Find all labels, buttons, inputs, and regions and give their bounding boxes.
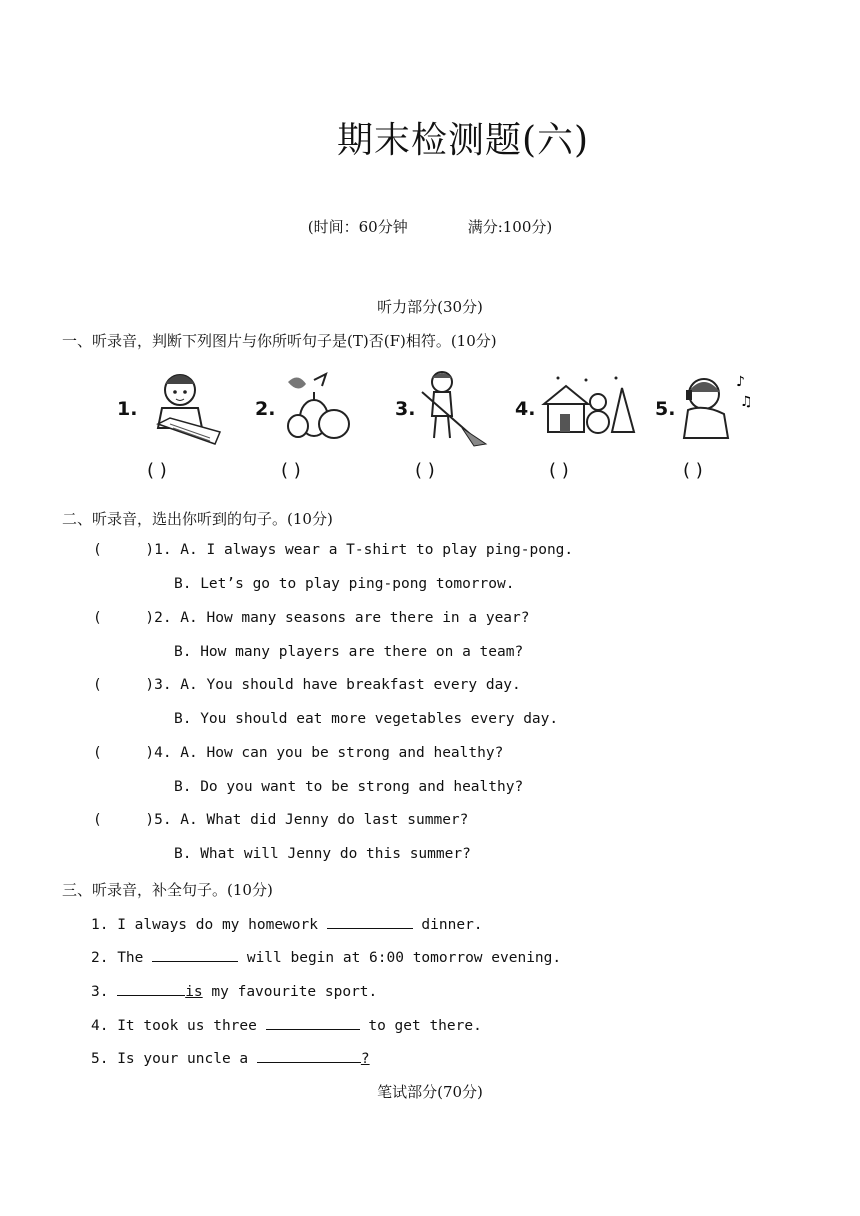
choice-question: ( )1. A. I always wear a T-shirt to play ping-pong. xyxy=(93,542,574,558)
choice-option-b: B. What will Jenny do this summer? xyxy=(174,846,471,862)
choice-question: ( )5. A. What did Jenny do last summer? xyxy=(93,812,469,828)
fill-sentence: 3. is my favourite sport. xyxy=(91,981,377,1000)
section-1-heading: 一、听录音，判断下列图片与你所听句子是(T)否(F)相符。(10分) xyxy=(62,332,497,350)
picture-number: 1. xyxy=(117,398,138,420)
fill-sentence: 4. It took us three to get there. xyxy=(91,1015,482,1034)
section-3-heading: 三、听录音，补全句子。(10分) xyxy=(62,881,273,899)
boy-writing-icon xyxy=(140,368,225,450)
picture-number: 2. xyxy=(255,398,276,420)
answer-paren: ( ) xyxy=(683,460,703,481)
choice-question: ( )3. A. You should have breakfast every day. xyxy=(93,677,521,693)
answer-paren: ( ) xyxy=(281,460,301,481)
answer-blank[interactable] xyxy=(266,1015,360,1030)
fill-sentence: 2. The will begin at 6:00 tomorrow evening. xyxy=(91,947,561,966)
page-title: 期末检测题(六) xyxy=(336,120,590,161)
full-score: 满分:100分) xyxy=(467,218,553,236)
listening-header: 听力部分(30分) xyxy=(377,298,483,316)
answer-blank[interactable] xyxy=(327,914,413,929)
svg-text:♪: ♪ xyxy=(736,374,745,390)
answer-blank[interactable] xyxy=(152,947,238,962)
picture-number: 5. xyxy=(655,398,676,420)
fill-sentence: 5. Is your uncle a ? xyxy=(91,1048,370,1067)
choice-option-b: B. Let’s go to play ping-pong tomorrow. xyxy=(174,576,515,592)
time-limit: (时间：60分钟 xyxy=(307,218,408,236)
choice-question: ( )4. A. How can you be strong and healthy? xyxy=(93,745,504,761)
choice-option-b: B. How many players are there on a team? xyxy=(174,644,524,660)
written-header: 笔试部分(70分) xyxy=(377,1083,483,1101)
choice-option-b: B. Do you want to be strong and healthy? xyxy=(174,779,524,795)
choice-option-b: B. You should eat more vegetables every day. xyxy=(174,711,559,727)
picture-number: 4. xyxy=(515,398,536,420)
answer-blank[interactable] xyxy=(117,981,185,996)
section-2-heading: 二、听录音，选出你听到的句子。(10分) xyxy=(62,510,333,528)
boy-sweeping-icon xyxy=(412,368,492,448)
exam-time-score xyxy=(0,216,860,237)
svg-text:♫: ♫ xyxy=(740,394,753,410)
person-listening-music-icon xyxy=(678,370,758,442)
fill-sentence: 1. I always do my homework dinner. xyxy=(91,914,483,933)
choice-question: ( )2. A. How many seasons are there in a year? xyxy=(93,610,530,626)
answer-paren: ( ) xyxy=(549,460,569,481)
answer-blank[interactable] xyxy=(257,1048,361,1063)
fruit-vegetables-icon xyxy=(276,372,356,440)
answer-paren: ( ) xyxy=(147,460,167,481)
picture-number: 3. xyxy=(395,398,416,420)
snowy-house-snowman-icon xyxy=(538,370,640,440)
answer-paren: ( ) xyxy=(415,460,435,481)
